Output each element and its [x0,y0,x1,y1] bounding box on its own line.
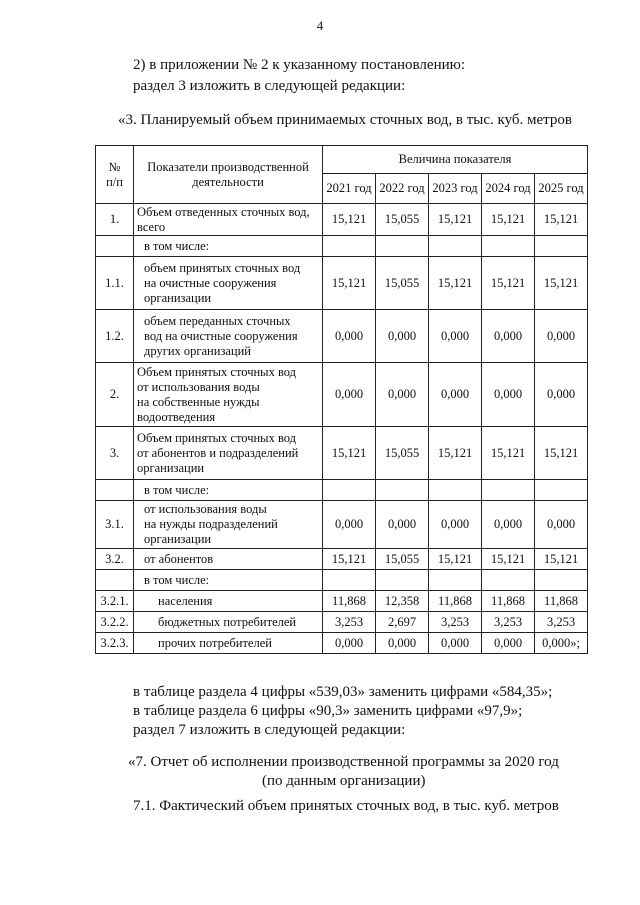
row-value: 15,121 [535,257,588,310]
row-number: 1.1. [96,257,134,310]
row-value [482,570,535,591]
row-value [376,236,429,257]
row-value: 0,000 [429,501,482,549]
after-line-1: в таблице раздела 4 цифры «539,03» заменить цифрами «584,35»; [133,684,553,700]
header-value: Величина показателя [323,146,588,174]
header-num: № п/п [96,146,134,204]
row-value: 15,121 [482,549,535,570]
row-value: 3,253 [535,612,588,633]
row-value: 0,000 [429,633,482,654]
section-7-subtitle: 7.1. Фактический объем принятых сточных вод, в тыс. куб. метров [133,798,559,814]
row-value: 15,121 [429,204,482,236]
table-row [96,427,588,480]
row-label: Объем принятых сточных вод от использования воды на собственные нужды водоотведения [134,363,323,427]
row-value [323,236,376,257]
row-value [535,236,588,257]
table-row [96,633,588,654]
row-value: 0,000 [429,310,482,363]
row-number: 1. [96,204,134,236]
row-value: 2,697 [376,612,429,633]
row-number: 3.2. [96,549,134,570]
row-label: объем переданных сточных вод на очистные сооружения других организаций [134,310,323,363]
row-value: 15,055 [376,257,429,310]
row-value: 15,121 [482,427,535,480]
row-value: 3,253 [482,612,535,633]
row-value: 12,358 [376,591,429,612]
row-value: 0,000 [376,501,429,549]
row-value: 11,868 [323,591,376,612]
table-row [96,501,588,549]
row-value: 11,868 [482,591,535,612]
row-number: 3.2.2. [96,612,134,633]
row-value: 0,000 [535,363,588,427]
row-value [535,570,588,591]
row-value: 0,000 [535,310,588,363]
row-label: в том числе: [134,570,323,591]
after-line-2: в таблице раздела 6 цифры «90,3» заменить цифрами «97,9»; [133,703,523,719]
row-value [376,480,429,501]
intro-line-1: 2) в приложении № 2 к указанному постановлению: [133,57,465,73]
row-value: 0,000 [482,310,535,363]
row-value [429,480,482,501]
row-value: 0,000 [482,633,535,654]
row-value: 0,000 [376,363,429,427]
row-value [323,480,376,501]
table-row [96,204,588,236]
row-value [376,570,429,591]
after-line-3: раздел 7 изложить в следующей редакции: [133,722,406,738]
row-value [429,236,482,257]
row-value [482,236,535,257]
row-value: 15,121 [482,257,535,310]
table-row [96,570,588,591]
row-number: 1.2. [96,310,134,363]
row-value: 15,121 [323,204,376,236]
planned-volume-table [95,145,588,654]
header-year: 2021 год [323,174,376,204]
row-label: в том числе: [134,236,323,257]
row-label: Объем отведенных сточных вод, всего [134,204,323,236]
section-7-title-line-2: (по данным организации) [262,773,426,789]
header-year: 2023 год [429,174,482,204]
table-row [96,591,588,612]
row-value: 15,121 [323,549,376,570]
row-number [96,236,134,257]
table-row [96,310,588,363]
row-value [429,570,482,591]
row-value: 0,000 [376,633,429,654]
row-value: 0,000 [429,363,482,427]
row-value: 3,253 [323,612,376,633]
row-label: в том числе: [134,480,323,501]
section-7-title-line-1: «7. Отчет об исполнении производственной программы за 2020 год [128,754,559,770]
row-label: от использования воды на нужды подразделений организации [134,501,323,549]
row-value: 0,000 [323,363,376,427]
row-number: 3.1. [96,501,134,549]
row-number [96,570,134,591]
row-label: прочих потребителей [134,633,323,654]
row-value: 15,121 [535,549,588,570]
row-value [535,480,588,501]
row-value: 15,121 [535,427,588,480]
intro-line-2: раздел 3 изложить в следующей редакции: [133,78,406,94]
header-indicator: Показатели производственной деятельности [134,146,323,204]
row-value: 15,055 [376,427,429,480]
header-year: 2025 год [535,174,588,204]
table-row [96,257,588,310]
row-value: 11,868 [535,591,588,612]
row-value: 0,000 [482,363,535,427]
table-row [96,480,588,501]
row-value: 11,868 [429,591,482,612]
row-value: 15,121 [323,427,376,480]
row-value: 15,121 [429,257,482,310]
row-value: 15,121 [323,257,376,310]
row-value: 15,121 [482,204,535,236]
row-value: 15,121 [429,549,482,570]
row-label: от абонентов [134,549,323,570]
row-value: 0,000 [323,310,376,363]
row-number: 2. [96,363,134,427]
row-value: 0,000 [376,310,429,363]
row-value: 15,055 [376,549,429,570]
row-label: бюджетных потребителей [134,612,323,633]
row-value: 0,000 [482,501,535,549]
row-value [482,480,535,501]
table-row [96,549,588,570]
row-number: 3. [96,427,134,480]
header-year: 2024 год [482,174,535,204]
row-label: Объем принятых сточных вод от абонентов и подразделений организации [134,427,323,480]
row-value: 0,000»; [535,633,588,654]
row-number: 3.2.3. [96,633,134,654]
row-value: 15,121 [429,427,482,480]
row-label: населения [134,591,323,612]
row-label: объем принятых сточных вод на очистные сооружения организации [134,257,323,310]
row-value: 0,000 [535,501,588,549]
header-year: 2022 год [376,174,429,204]
table-row [96,363,588,427]
row-value: 0,000 [323,633,376,654]
row-value [323,570,376,591]
row-number [96,480,134,501]
row-value: 15,055 [376,204,429,236]
row-number: 3.2.1. [96,591,134,612]
table-row [96,612,588,633]
table-row [96,236,588,257]
page-number: 4 [316,18,324,33]
row-value: 0,000 [323,501,376,549]
section-3-title: «3. Планируемый объем принимаемых сточных вод, в тыс. куб. метров [118,112,572,128]
row-value: 3,253 [429,612,482,633]
row-value: 15,121 [535,204,588,236]
